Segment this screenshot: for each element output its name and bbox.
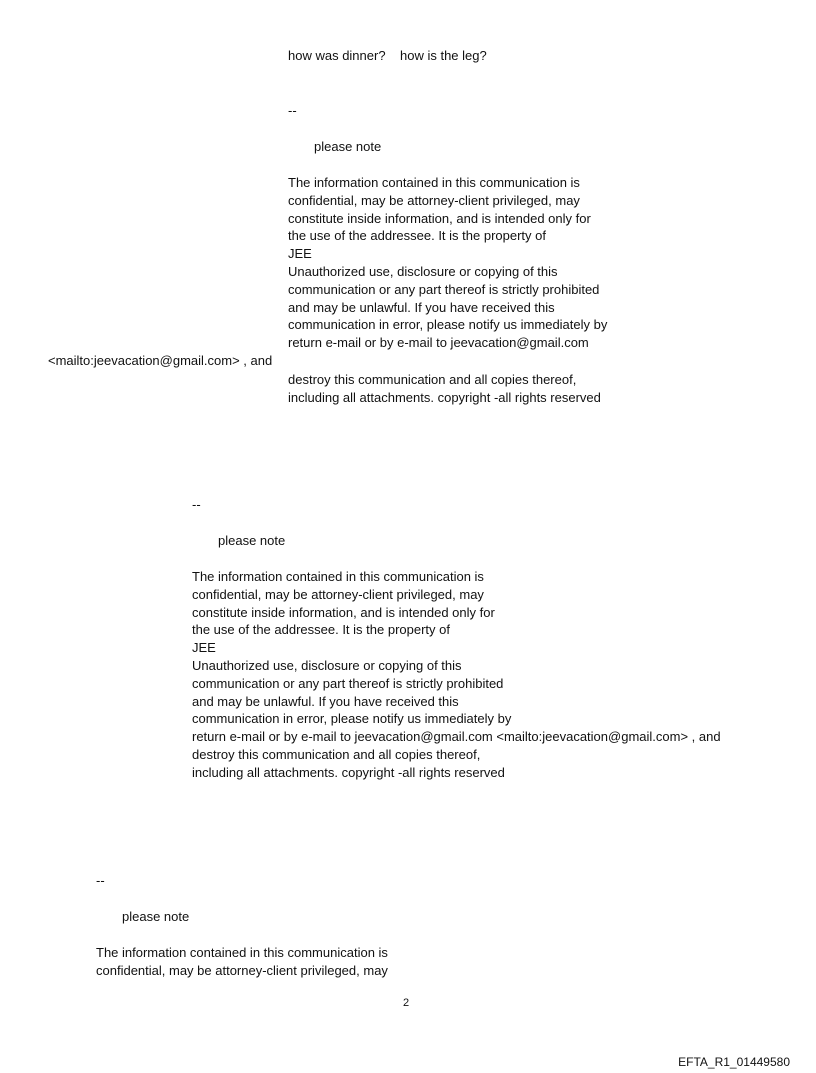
notice-heading: please note [218,533,286,548]
separator-dashes: -- [192,497,201,512]
notice-line: The information contained in this communication is [288,175,580,190]
notice-body [96,944,388,980]
notice-line: communication in error, please notify us immediately by [288,317,608,333]
notice-line: return e-mail or by e-mail to jeevacation@gmail.com [288,335,589,351]
notice-line: The information contained in this communication is [192,569,484,584]
notice-line: communication in error, please notify us immediately by [192,711,512,727]
notice-body [192,568,721,782]
separator-dashes: -- [96,873,105,888]
notice-line: confidential, may be attorney-client privileged, may [96,962,388,978]
notice-line: Unauthorized use, disclosure or copying of this [288,263,558,279]
notice-line: destroy this communication and all copies thereof, [192,746,481,762]
notice-line: communication or any part thereof is strictly prohibited [192,675,504,691]
notice-line: Unauthorized use, disclosure or copying of this [192,657,462,673]
notice-line: including all attachments. copyright -all rights reserved [288,389,601,405]
notice-body [288,174,607,352]
notice-line: constitute inside information, and is intended only for [192,604,495,620]
separator-dashes: -- [288,103,297,118]
notice-line: The information contained in this communication is [96,945,388,960]
notice-line: return e-mail or by e-mail to jeevacation@gmail.com <mailto:jeevacation@gmail.com> , and [192,729,721,745]
notice-line: communication or any part thereof is strictly prohibited [288,281,600,297]
notice-heading: please note [122,909,190,924]
notice-line: including all attachments. copyright -all rights reserved [192,764,505,780]
notice-heading: please note [314,139,382,154]
notice-line: constitute inside information, and is intended only for [288,210,591,226]
notice-line: JEE [288,246,312,262]
notice-line: confidential, may be attorney-client privileged, may [288,192,580,208]
notice-tail [288,371,601,407]
notice-line: the use of the addressee. It is the property of [288,228,546,244]
mailto-link: <mailto:jeevacation@gmail.com> , and [48,353,273,368]
page-number: 2 [403,997,410,1009]
notice-line: confidential, may be attorney-client privileged, may [192,586,484,602]
notice-line: JEE [192,640,216,656]
notice-line: the use of the addressee. It is the property of [192,622,450,638]
notice-line: and may be unlawful. If you have received this [192,693,459,709]
bates-number: EFTA_R1_01449580 [678,1055,790,1069]
notice-line: and may be unlawful. If you have received this [288,299,555,315]
message-greeting: how was dinner? how is the leg? [288,48,487,63]
notice-line: destroy this communication and all copies thereof, [288,372,577,387]
